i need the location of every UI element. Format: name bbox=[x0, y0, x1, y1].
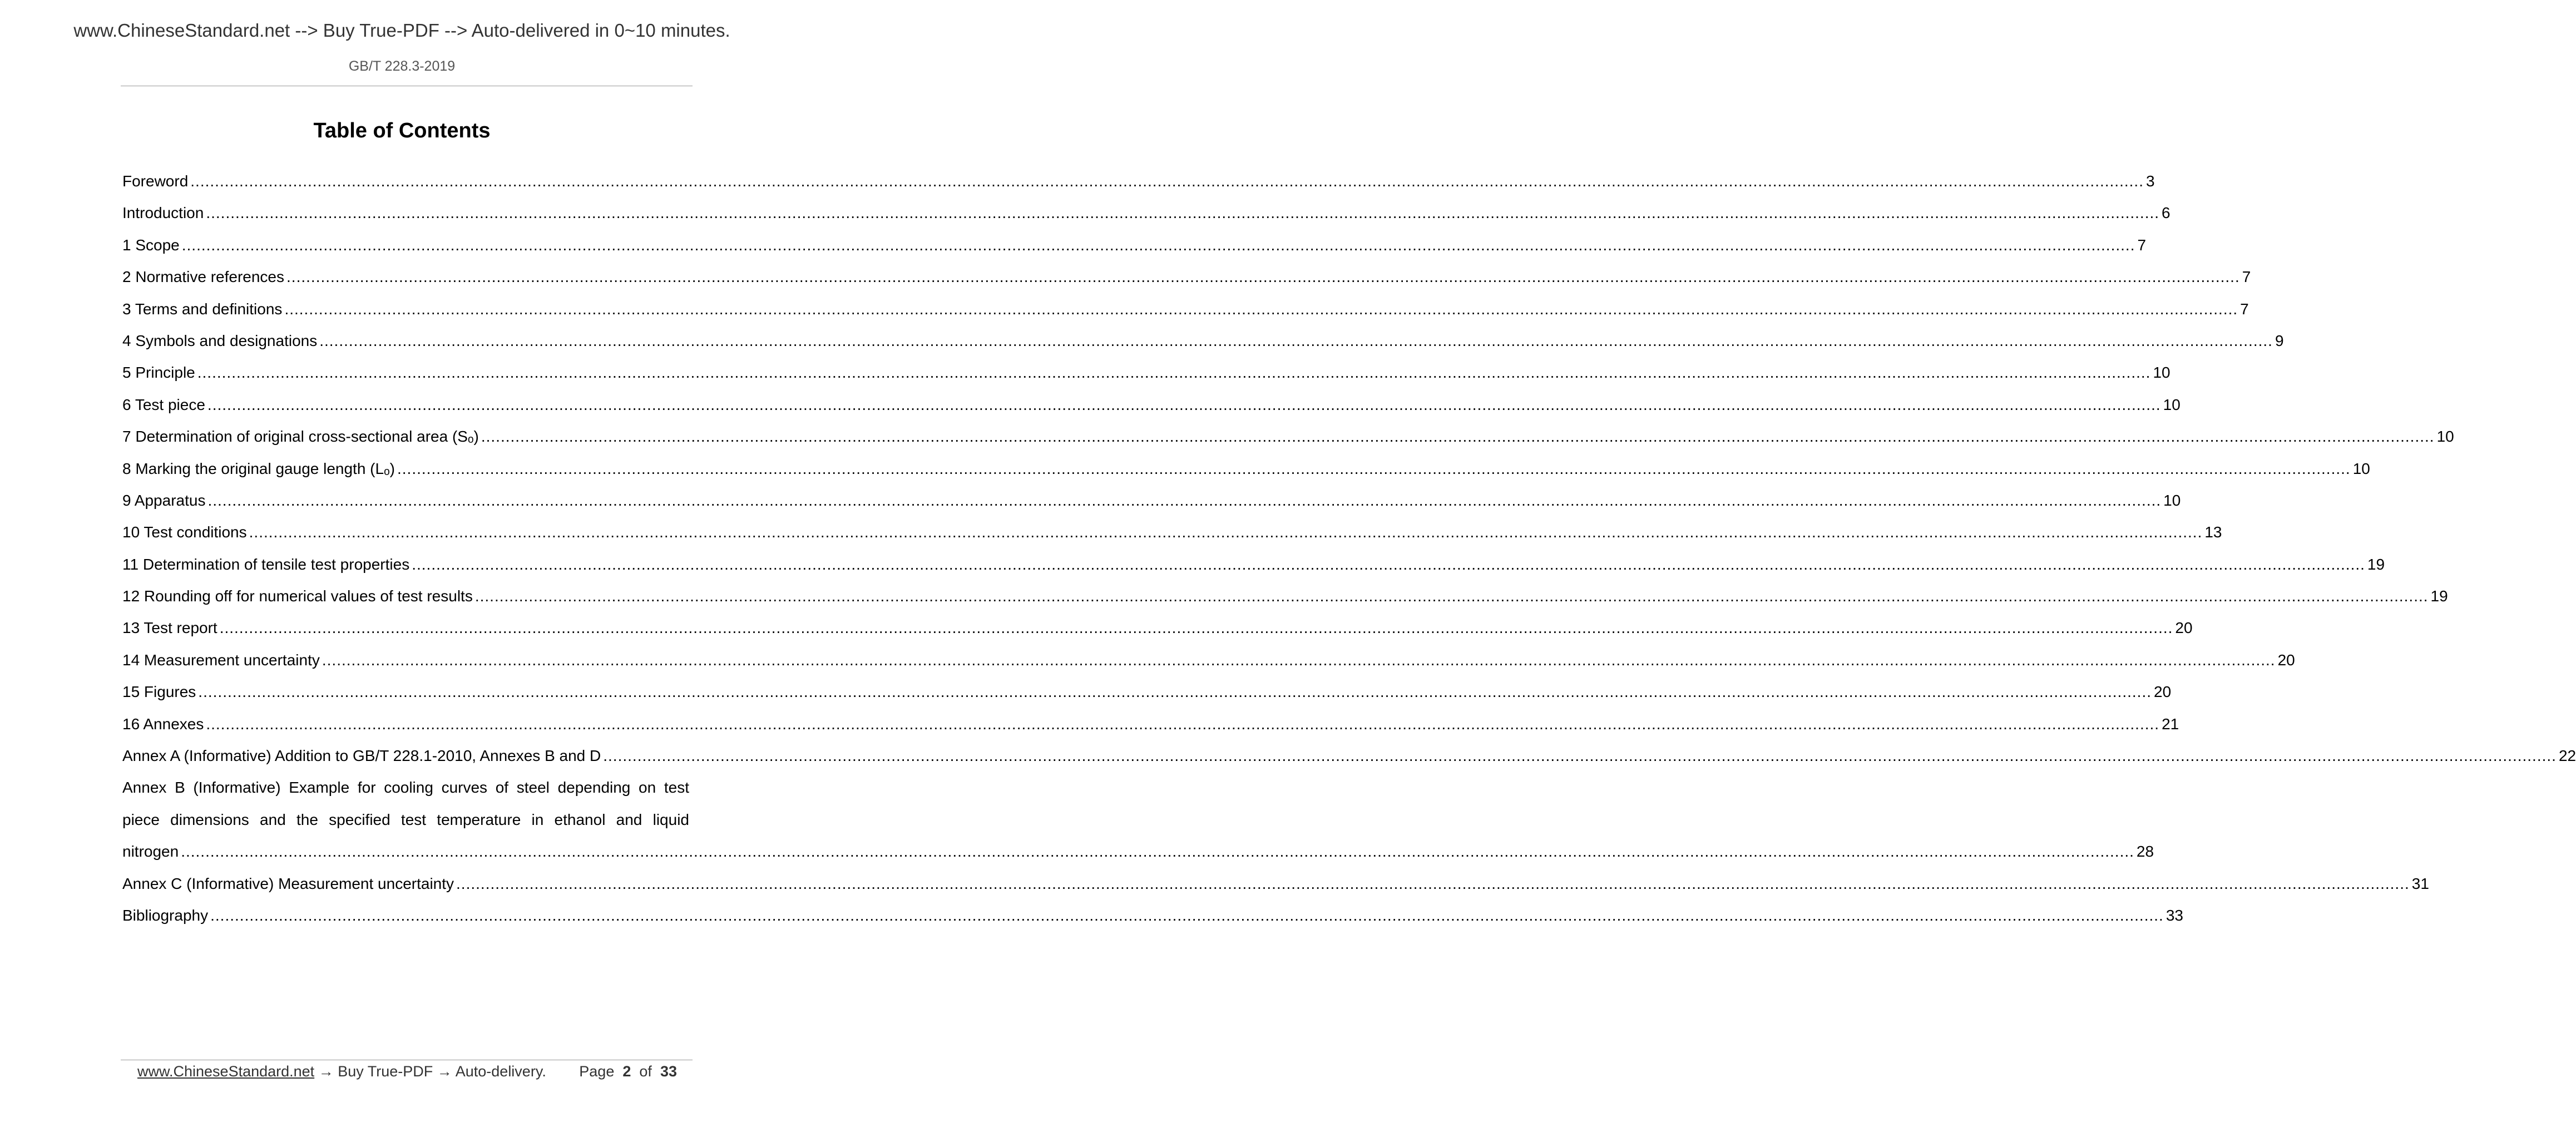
toc-entry[interactable] bbox=[122, 708, 2179, 740]
page-number bbox=[579, 1061, 677, 1081]
toc-leader-dots: ................................................................................................................................................................................................................................................................................................................................................................................................................ bbox=[456, 874, 2410, 892]
toc-entry-page: 28 bbox=[2136, 843, 2154, 861]
toc-entry[interactable] bbox=[122, 229, 2147, 261]
toc-entry[interactable] bbox=[122, 293, 2249, 325]
toc-entry-page: 6 bbox=[2162, 204, 2170, 222]
toc-entry-label: 15 Figures bbox=[122, 683, 196, 701]
toc-entry-label: 6 Test piece bbox=[122, 396, 205, 413]
toc-entry-label: 13 Test report bbox=[122, 619, 217, 637]
footer bbox=[137, 1061, 677, 1081]
toc-entry[interactable] bbox=[122, 389, 2181, 421]
toc-leader-dots: ................................................................................................................................................................................................................................................................................................................................................................................................................ bbox=[481, 428, 2435, 446]
toc-entry[interactable] bbox=[122, 548, 2385, 580]
toc-entry-label: 3 Terms and definitions bbox=[122, 300, 283, 318]
toc-entry-label: 2 Normative references bbox=[122, 268, 285, 286]
toc-leader-dots: ................................................................................................................................................................................................................................................................................................................................................................................................................ bbox=[198, 683, 2152, 701]
toc-entry[interactable] bbox=[122, 325, 2284, 357]
toc-tail-entries bbox=[122, 868, 2429, 932]
toc-leader-dots: ................................................................................................................................................................................................................................................................................................................................................................................................................ bbox=[322, 651, 2276, 669]
toc-leader-dots: ................................................................................................................................................................................................................................................................................................................................................................................................................ bbox=[249, 523, 2203, 541]
footer-link[interactable]: www.ChineseStandard.net bbox=[137, 1063, 315, 1080]
toc-entry-page: 9 bbox=[2275, 332, 2284, 349]
toc-leader-dots: ................................................................................................................................................................................................................................................................................................................................................................................................................ bbox=[603, 747, 2557, 765]
toc-leader-dots: ................................................................................................................................................................................................................................................................................................................................................................................................................ bbox=[286, 268, 2240, 286]
toc-entry[interactable] bbox=[122, 165, 2155, 197]
toc-entry-label: 9 Apparatus bbox=[122, 491, 206, 509]
standard-code: GB/T 228.3-2019 bbox=[348, 58, 456, 74]
toc-entry-label: Annex A (Informative) Addition to GB/T 228.1-2010, Annexes B and D bbox=[122, 747, 601, 765]
toc-entry[interactable] bbox=[122, 899, 2183, 931]
toc-entry-page: 31 bbox=[2411, 874, 2429, 892]
toc-entry-page: 10 bbox=[2163, 491, 2181, 509]
toc-entry-page: 33 bbox=[2165, 906, 2183, 924]
toc-entry-label: 4 Symbols and designations bbox=[122, 332, 318, 349]
toc-entry[interactable] bbox=[122, 868, 2429, 899]
toc-entry[interactable] bbox=[122, 485, 2181, 516]
toc-entry[interactable] bbox=[122, 421, 2454, 452]
toc-entry-page: 7 bbox=[2137, 236, 2147, 254]
toc-entry-page: 10 bbox=[2352, 459, 2370, 477]
toc-entry[interactable] bbox=[122, 261, 2251, 293]
toc-entry-page: 19 bbox=[2367, 555, 2385, 573]
toc-entry-label: 10 Test conditions bbox=[122, 523, 247, 541]
toc-entry[interactable] bbox=[122, 580, 2448, 612]
toc-leader-dots: ................................................................................................................................................................................................................................................................................................................................................................................................................ bbox=[284, 300, 2238, 318]
toc-entry-page: 7 bbox=[2242, 268, 2251, 286]
toc-leader-dots: ................................................................................................................................................................................................................................................................................................................................................................................................................ bbox=[210, 906, 2164, 924]
toc-annex-b-line2: piece dimensions and the specified test temperature in ethanol and liquid bbox=[122, 810, 689, 828]
toc-entry-label: Annex C (Informative) Measurement uncertainty bbox=[122, 874, 454, 892]
toc-entry-label: Introduction bbox=[122, 204, 204, 222]
toc-entry-page: 20 bbox=[2277, 651, 2295, 669]
page-total: 33 bbox=[660, 1063, 677, 1080]
toc-leader-dots: ................................................................................................................................................................................................................................................................................................................................................................................................................ bbox=[474, 587, 2429, 605]
of-word: of bbox=[639, 1063, 652, 1080]
toc-entry-label: 8 Marking the original gauge length (Lₒ) bbox=[122, 459, 395, 477]
footer-buy-text: → Buy True-PDF → Auto-delivery. bbox=[314, 1063, 546, 1080]
toc-entry-page: 20 bbox=[2154, 683, 2172, 701]
toc-entry-label: 14 Measurement uncertainty bbox=[122, 651, 320, 669]
toc-entry-page: 21 bbox=[2162, 715, 2179, 733]
toc-leader-dots: ................................................................................................................................................................................................................................................................................................................................................................................................................ bbox=[181, 843, 2134, 861]
toc-entry-page: 7 bbox=[2240, 300, 2249, 318]
toc-entry[interactable] bbox=[122, 357, 2170, 388]
toc-entry[interactable] bbox=[122, 644, 2295, 676]
toc-entry-page: 22 bbox=[2558, 747, 2576, 765]
toc-entry-page: 20 bbox=[2175, 619, 2193, 637]
toc-entry-label: 11 Determination of tensile test properties bbox=[122, 555, 410, 573]
toc-entry[interactable] bbox=[122, 676, 2172, 708]
toc-entry-page: 10 bbox=[2153, 364, 2170, 382]
toc-leader-dots: ................................................................................................................................................................................................................................................................................................................................................................................................................ bbox=[197, 364, 2151, 382]
toc-entry-page: 19 bbox=[2430, 587, 2448, 605]
toc-leader-dots: ................................................................................................................................................................................................................................................................................................................................................................................................................ bbox=[181, 236, 2135, 254]
toc-leader-dots: ................................................................................................................................................................................................................................................................................................................................................................................................................ bbox=[206, 715, 2160, 733]
toc-entry[interactable] bbox=[122, 453, 2370, 485]
toc-entry[interactable] bbox=[122, 612, 2193, 644]
toc-entry-label: Bibliography bbox=[122, 906, 209, 924]
toc-leader-dots: ................................................................................................................................................................................................................................................................................................................................................................................................................ bbox=[207, 396, 2161, 413]
toc-entry[interactable] bbox=[122, 740, 2576, 772]
toc-entry-page: 10 bbox=[2163, 396, 2181, 413]
toc-leader-dots: ................................................................................................................................................................................................................................................................................................................................................................................................................ bbox=[319, 332, 2273, 349]
toc-entry-label: 1 Scope bbox=[122, 236, 180, 254]
toc-entry-annex-b[interactable] bbox=[122, 772, 2154, 867]
toc-entry-label: Foreword bbox=[122, 172, 189, 190]
toc-entry-label: 12 Rounding off for numerical values of test results bbox=[122, 587, 473, 605]
toc-entry[interactable] bbox=[122, 516, 2222, 548]
page-current: 2 bbox=[622, 1063, 631, 1080]
page-title: Table of Contents bbox=[313, 119, 491, 142]
toc-entry-label: 16 Annexes bbox=[122, 715, 204, 733]
toc-main-entries bbox=[122, 165, 2576, 772]
page-word: Page bbox=[579, 1063, 615, 1080]
toc-leader-dots: ................................................................................................................................................................................................................................................................................................................................................................................................................ bbox=[397, 459, 2351, 477]
toc-entry-label: nitrogen bbox=[122, 843, 179, 861]
table-of-contents bbox=[122, 165, 2576, 931]
toc-annex-b-line3 bbox=[122, 836, 2154, 867]
toc-leader-dots: ................................................................................................................................................................................................................................................................................................................................................................................................................ bbox=[219, 619, 2173, 637]
toc-leader-dots: ................................................................................................................................................................................................................................................................................................................................................................................................................ bbox=[207, 491, 2162, 509]
toc-leader-dots: ................................................................................................................................................................................................................................................................................................................................................................................................................ bbox=[412, 555, 2365, 573]
toc-entry-page: 13 bbox=[2204, 523, 2222, 541]
toc-entry-page: 3 bbox=[2145, 172, 2155, 190]
header-banner: www.ChineseStandard.net --> Buy True-PDF --> Auto-delivered in 0~10 minutes. bbox=[73, 20, 730, 41]
toc-entry-label: 7 Determination of original cross-sectional area (Sₒ) bbox=[122, 428, 479, 446]
toc-leader-dots: ................................................................................................................................................................................................................................................................................................................................................................................................................ bbox=[206, 204, 2160, 222]
toc-leader-dots: ................................................................................................................................................................................................................................................................................................................................................................................................................ bbox=[190, 172, 2144, 190]
toc-entry[interactable] bbox=[122, 197, 2170, 229]
toc-annex-b-line1: Annex B (Informative) Example for cooling curves of steel depending on test bbox=[122, 779, 689, 797]
toc-entry-page: 10 bbox=[2436, 428, 2454, 446]
toc-entry-label: 5 Principle bbox=[122, 364, 195, 382]
